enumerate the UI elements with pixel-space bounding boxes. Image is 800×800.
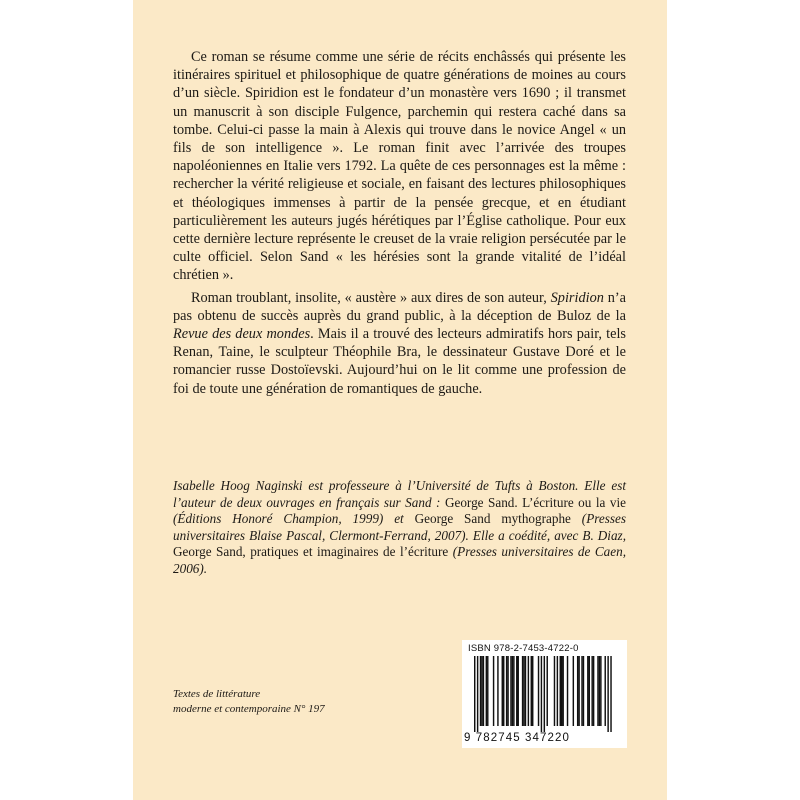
novel-title: Spiridion (550, 289, 604, 306)
barcode-bar (538, 656, 539, 726)
barcode-bar (503, 656, 504, 726)
blurb-p2-end: . Mais il a trouvé des lecteurs admiratifs hors pair, tels Renan, Taine, le sculpteur Théophile Bra, le dessinateur Gustave Doré et le romancier russe Dostoïevski. Aujourd’hui on le lit comme une profession de foi de toute une génération de romantiques de gauche. (173, 326, 626, 397)
author-note-part-4: (Presses universitaires de Caen, 2006). (173, 544, 626, 576)
barcode-bar (523, 656, 524, 726)
ean-number: 9 782745 347220 (464, 732, 571, 744)
barcode-bar (600, 656, 601, 726)
barcode-bar (507, 656, 508, 726)
barcode-bar (578, 656, 579, 726)
barcode-bar (486, 656, 487, 726)
barcode-bar (593, 656, 594, 726)
blurb-paragraph-1: Ce roman se résume comme une série de récits enchâssés qui présente les itinéraires spirituel et philosophique de quatre générations de moines au cours d’un siècle. Spiridion est le fondateur d’un monastère vers 1690 ; il transmet un manuscrit à son disciple Fulgence, parchemin qui restera caché dans sa tombe. Celui-ci passe la main à Alexis qui trouve dans le novice Angel « un fils de son intelligence ». Le roman finit avec l’arrivée des troupes napoléoniennes en Italie vers 1792. La quête de ces personnages est la même : rechercher la vérité religieuse et sociale, en faisant des lectures philosophiques et théologiques immenses à partir de la pensée grecque, et en étudiant particulièrement les auteurs jugés hérétiques par l’Église catholique. Pour eux cette dernière lecture représente le creuset de la vraie religion persécutée par le culte officiel. Selon Sand « les hérésies sont la grande vitalité de l’idéal chrétien ». (173, 49, 626, 284)
author-note-part-1: Isabelle Hoog Naginski est professeure à l’Université de Tufts à Boston. Elle est l’auteur de deux ouvrages en français sur Sand : (173, 478, 626, 510)
barcode-image (474, 656, 616, 732)
barcode-bar (597, 656, 598, 726)
blurb (173, 48, 626, 398)
barcode-bar (522, 656, 523, 726)
barcode-bar (477, 656, 478, 732)
barcode-bar (561, 656, 562, 726)
author-note-part-2: (Éditions Honoré Champion, 1999) et (173, 511, 404, 527)
barcode-bar (587, 656, 588, 726)
barcode-bar (605, 656, 606, 726)
barcode-bar (589, 656, 590, 726)
barcode-bar (583, 656, 584, 726)
barcode-bar (562, 656, 563, 726)
barcode-bar (560, 656, 561, 726)
barcode-bar (480, 656, 481, 726)
barcode-bar (581, 656, 582, 726)
barcode-bar (610, 656, 611, 732)
barcode-bar (607, 656, 608, 732)
barcode-bar (512, 656, 513, 726)
barcode-bar (541, 656, 542, 732)
barcode-bar (497, 656, 498, 726)
barcode-bar (502, 656, 503, 726)
barcode-bar (481, 656, 482, 726)
barcode-bar (525, 656, 526, 726)
barcode-box (462, 640, 627, 748)
barcode-bar (554, 656, 555, 726)
barcode-bar (516, 656, 517, 726)
barcode-bar (531, 656, 532, 726)
series-line-1: Textes de littérature (173, 688, 261, 700)
series-line-2: moderne et contemporaine N° 197 (173, 703, 325, 715)
book-title-3: George Sand, pratiques et imaginaires de l’écriture (173, 544, 453, 560)
barcode-bar (567, 656, 568, 726)
author-note (173, 478, 626, 578)
barcode-bar (591, 656, 592, 726)
barcode-bar (493, 656, 494, 726)
barcode-bar (510, 656, 511, 726)
barcode-bar (547, 656, 548, 726)
blurb-p2-intro: Roman troublant, insolite, « austère » aux dires de son auteur, (191, 289, 547, 306)
barcode-bar (577, 656, 578, 726)
barcode-bar (474, 656, 475, 732)
blurb-paragraph-2 (173, 289, 626, 398)
barcode-bar (528, 656, 529, 726)
barcode-bar (487, 656, 488, 726)
journal-title: Revue des deux mondes (173, 326, 311, 343)
barcode-bar (483, 656, 484, 726)
author-note-part-3: (Presses universitaires Blaise Pascal, Clermont-Ferrand, 2007). Elle a coédité, avec B. Diaz, (173, 511, 626, 543)
barcode-bar (513, 656, 514, 726)
series-label (173, 687, 373, 717)
back-cover (133, 0, 667, 800)
barcode-bar (518, 656, 519, 726)
blurb-p2-mid: n’a pas obtenu de succès auprès du grand public, à la déception de Buloz de la (173, 289, 626, 324)
barcode-bar (599, 656, 600, 726)
barcode-bar (506, 656, 507, 726)
barcode-bar (573, 656, 574, 726)
barcode-bar (532, 656, 533, 726)
barcode-bar (544, 656, 545, 732)
barcode-bar (557, 656, 558, 726)
book-title-2: George Sand mythographe (403, 511, 582, 527)
book-title-1: George Sand. L’écriture ou la vie (440, 494, 626, 510)
isbn-label: ISBN 978-2-7453-4722-0 (468, 643, 579, 654)
